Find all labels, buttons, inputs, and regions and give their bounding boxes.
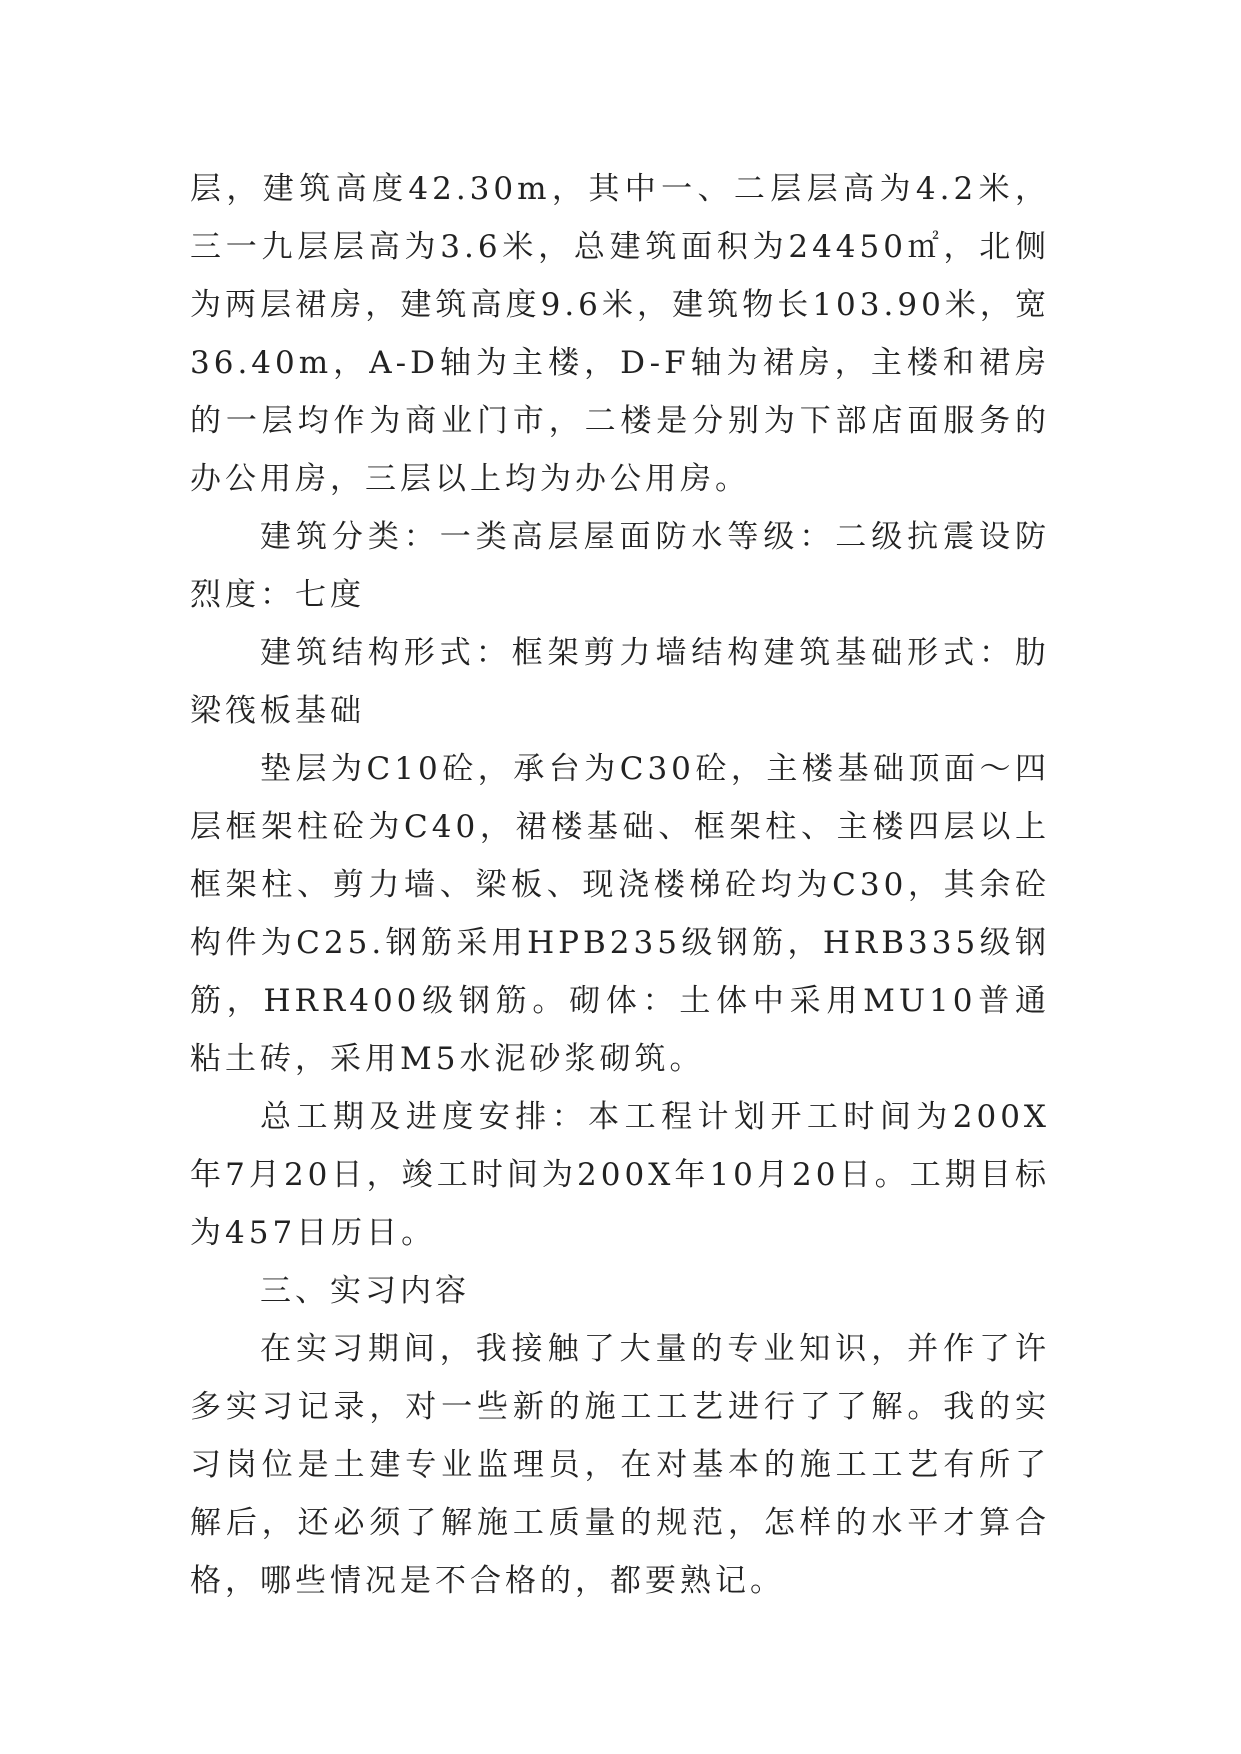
paragraph-building-overview: 层，建筑高度42.30m，其中一、二层层高为4.2米，三一九层层高为3.6米，总建筑面积为24450㎡，北侧为两层裙房，建筑高度9.6米，建筑物长103.90米，宽36.40m，A-D轴为主楼，D-F轴为裙房，主楼和裙房的一层均作为商业门市，二楼是分别为下部店面服务的办公用房，三层以上均为办公用房。 xyxy=(190,171,1050,497)
paragraph-materials: 垫层为C10砼，承台为C30砼，主楼基础顶面～四层框架柱砼为C40，裙楼基础、框架柱、主楼四层以上框架柱、剪力墙、梁板、现浇楼梯砼均为C30，其余砼构件为C25.钢筋采用HPB235级钢筋，HRB335级钢筋，HRR400级钢筋。砌体：土体中采用MU10普通粘土砖，采用M5水泥砂浆砌筑。 xyxy=(190,751,1050,1077)
paragraph-structure-form: 建筑结构形式：框架剪力墙结构建筑基础形式：肋梁筏板基础 xyxy=(190,635,1050,729)
paragraph-schedule: 总工期及进度安排：本工程计划开工时间为200X年7月20日，竣工时间为200X年10月20日。工期目标为457日历日。 xyxy=(190,1099,1050,1251)
paragraph-internship-content: 在实习期间，我接触了大量的专业知识，并作了许多实习记录，对一些新的施工工艺进行了了解。我的实习岗位是土建专业监理员，在对基本的施工工艺有所了解后，还必须了解施工质量的规范，怎样的水平才算合格，哪些情况是不合格的，都要熟记。 xyxy=(190,1331,1050,1599)
paragraph-building-classification: 建筑分类：一类高层屋面防水等级：二级抗震设防烈度：七度 xyxy=(190,519,1050,613)
section-heading-internship-content: 三、实习内容 xyxy=(260,1273,470,1309)
document-body xyxy=(190,160,1050,1610)
